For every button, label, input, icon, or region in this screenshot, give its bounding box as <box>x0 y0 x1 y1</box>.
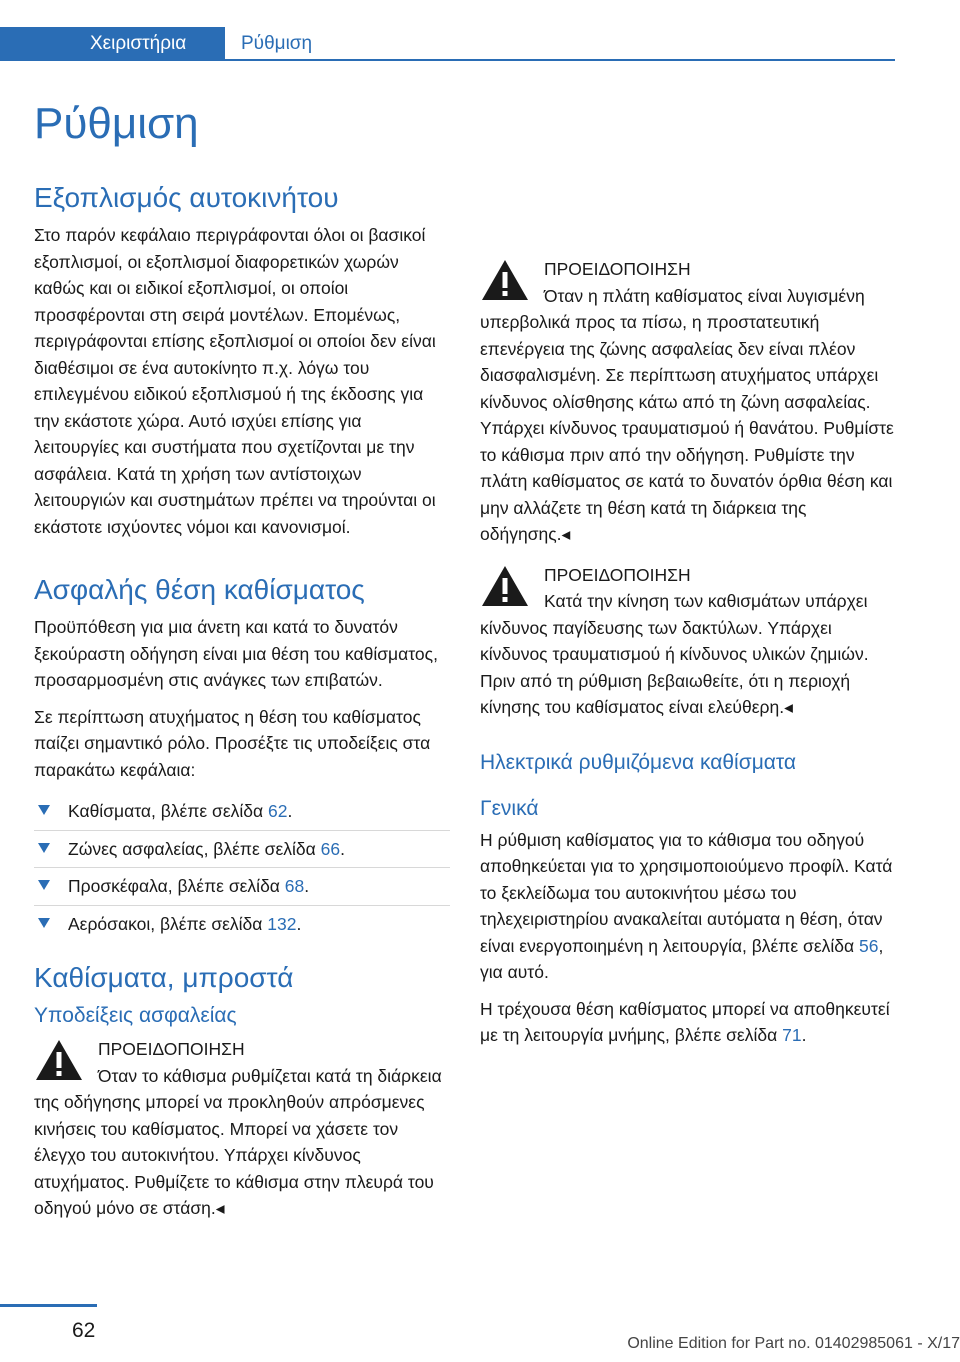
triangle-down-icon <box>38 918 50 928</box>
safe-position-p2: Σε περίπτωση ατυχήματος η θέση του καθίσματος παίζει σημαντικό ρόλο. Προσέξτε τις υποδείξεις στα παρακάτω κεφάλαια: <box>34 706 431 780</box>
list-item: Αερόσακοι, βλέπε σελίδα 132. <box>34 906 450 943</box>
list-item: Προσκέφαλα, βλέπε σελίδα 68. <box>34 868 450 906</box>
warning-block <box>480 562 896 721</box>
page-link[interactable]: 68 <box>284 876 305 896</box>
tab-divider <box>225 59 895 61</box>
front-seats-heading: Καθίσματα, μπροστά <box>34 962 294 993</box>
edition-info: Online Edition for Part no. 01402985061 - X/17 <box>627 1335 960 1352</box>
page-number: 62 <box>72 1319 96 1342</box>
warning-block <box>480 256 896 548</box>
warning-triangle-icon <box>34 1038 84 1082</box>
triangle-down-icon <box>38 805 50 815</box>
list-item: Καθίσματα, βλέπε σελίδα 62. <box>34 793 450 831</box>
reference-list <box>34 793 450 942</box>
general-p2: Η τρέχουσα θέση καθίσματος μπορεί να αποθηκευτεί με τη λειτουργία μνήμης, βλέπε σελίδα 71. <box>480 998 890 1045</box>
equipment-heading: Εξοπλισμός αυτοκινήτου <box>34 182 339 213</box>
page-link[interactable]: 66 <box>320 838 341 859</box>
safety-notes-heading: Υποδείξεις ασφαλείας <box>34 1004 237 1027</box>
list-item: Ζώνες ασφαλείας, βλέπε σελίδα 66. <box>34 831 450 869</box>
warning-text: Όταν το κάθισμα ρυθμίζεται κατά τη διάρκεια της οδήγησης μπορεί να προκληθούν απρόσμενες κινήσεις του καθίσματος. Μπορεί να χάσετε τον έλεγχο του αυτοκινήτου. Υπάρχει κίνδυνος ατυχήματος. Ρυθμίζετε το κάθισμα στην πλευρά του οδηγού μόνο σε στάση.◂ <box>34 1065 442 1218</box>
warning-text: Κατά την κίνηση των καθισμάτων υπάρχει κίνδυνος παγίδευσης των δακτύλων. Υπάρχει κίνδυνος τραυματισμού ή κίνδυνος υλικών ζημιών. Πριν από τη ρύθμιση βεβαιωθείτε, ότι η περιοχή κίνησης του καθίσματος είναι ελεύθερη.◂ <box>480 591 869 717</box>
warning-triangle-icon <box>480 258 530 302</box>
general-heading: Γενικά <box>480 796 539 820</box>
footer-divider <box>0 1304 97 1307</box>
electric-seats-heading: Ηλεκτρικά ρυθμιζόμενα καθίσματα <box>480 750 797 774</box>
warning-title: ΠΡΟΕΙΔΟΠΟΙΗΣΗ <box>544 259 691 279</box>
warning-title: ΠΡΟΕΙΔΟΠΟΙΗΣΗ <box>544 564 691 585</box>
page-link[interactable]: 62 <box>268 801 288 821</box>
right-column <box>480 180 896 1059</box>
warning-block <box>34 1036 450 1222</box>
page-link[interactable]: 56 <box>859 935 879 956</box>
warning-title: ΠΡΟΕΙΔΟΠΟΙΗΣΗ <box>98 1039 245 1059</box>
tab-adjustment[interactable]: Ρύθμιση <box>241 33 313 54</box>
safe-position-p1: Προϋπόθεση για μια άνετη και κατά το δυνατόν ξεκούραστη οδήγηση είναι μια θέση του καθίσματος, προσαρμοσμένη στις ανάγκες των επιβατών. <box>34 617 438 690</box>
warning-triangle-icon <box>480 564 530 608</box>
warning-text: Όταν η πλάτη καθίσματος είναι λυγισμένη υπερβολικά προς τα πίσω, η προστατευτική επενέργεια της ζώνης ασφαλείας δεν είναι πλέον διασφαλισμένη. Σε περίπτωση ατυχήματος υπάρχει κίνδυνος ολίσθησης κάτω από τη ζώνη ασφαλείας. Υπάρχει κίνδυνος τραυματισμού ή θανάτου. Ρυθμίστε το κάθισμα πριν από την οδήγηση. Ρυθμίστε την πλάτη καθίσματος σε κατά το δυνατόν όρθια θέση και μην αλλάζετε τη θέση κατά τη διάρκεια της οδήγησης.◂ <box>480 285 894 544</box>
equipment-text: Στο παρόν κεφάλαιο περιγράφονται όλοι οι βασικοί εξοπλισμοί, οι εξοπλισμοί διαφορετικών χωρών καθώς και οι ειδικοί εξοπλισμοί, οι οποίοι προσφέρονται στη σειρά μοντέλων. Επομένως, περιγράφονται επίσης εξοπλισμοί οι οποίοι δεν είναι διαθέσιμοι σε ένα αυτοκίνητο π.χ. λόγω του επιλεγμένου ειδικού εξοπλισμού ή της έκδοσης για την εκάστοτε χώρα. Αυτό ισχύει επίσης για λειτουργίες και συστήματα που σχετίζονται με την ασφάλεια. Κατά τη χρήση των αντίστοιχων λειτουργιών και συστημάτων πρέπει να τηρούνται οι εκάστοτε ισχύοντες νόμοι και κανονισμοί. <box>34 225 436 537</box>
page-link[interactable]: 132 <box>267 913 297 934</box>
left-column <box>34 180 450 1236</box>
triangle-down-icon <box>38 880 50 890</box>
page-link[interactable]: 71 <box>782 1025 802 1045</box>
header-tabbar <box>0 27 895 61</box>
safe-position-heading: Ασφαλής θέση καθίσματος <box>34 574 365 605</box>
triangle-down-icon <box>38 843 50 853</box>
general-p1: Η ρύθμιση καθίσματος για το κάθισμα του οδηγού αποθηκεύεται για το χρησιμοποιούμενο προφίλ. Κατά το ξεκλείδωμα του αυτοκινήτου μέσω του τηλεχειριστηρίου ανακαλείται αυτόματα η θέση, όταν είναι ενεργοποιημένη η λειτουργία, βλέπε σελίδα 56, για αυτό. <box>480 829 893 982</box>
tab-controls[interactable]: Χειριστήρια <box>0 27 225 61</box>
page-title: Ρύθμιση <box>34 99 199 148</box>
